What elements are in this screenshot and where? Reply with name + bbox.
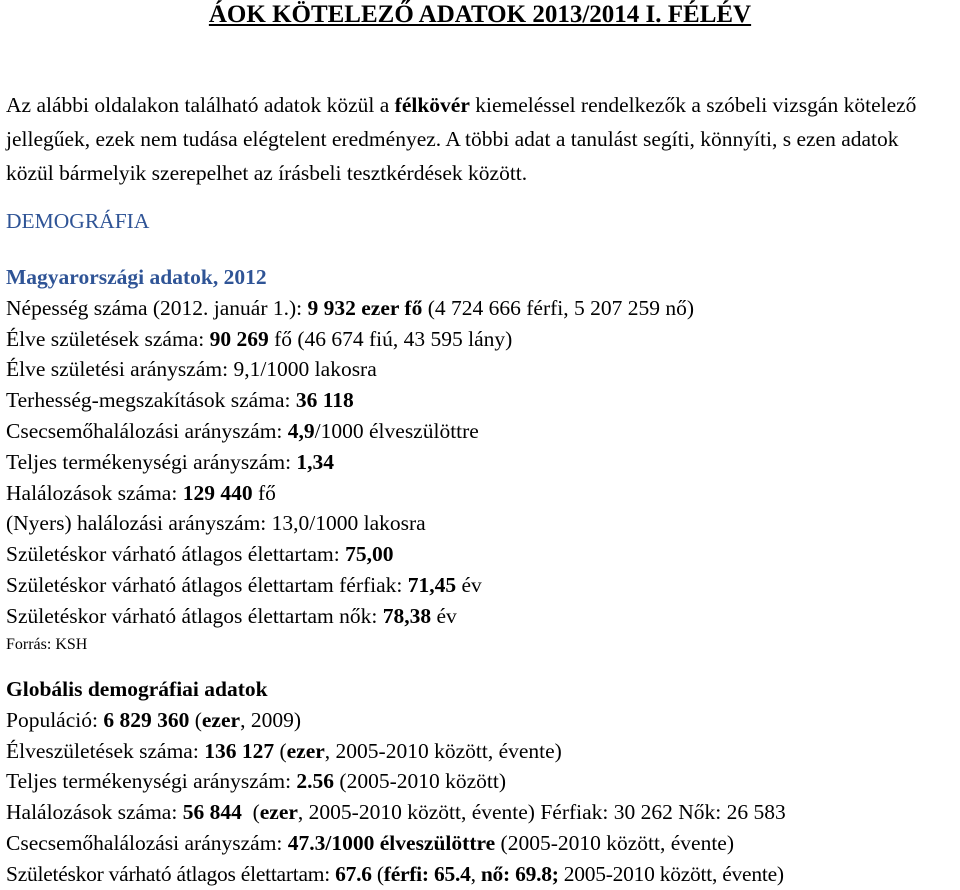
hungary-line-births (6, 324, 960, 355)
text: (Nyers) halálozási arányszám: 13,0/1000 lakosra (6, 511, 426, 536)
value: férfi: 65.4 (383, 861, 471, 886)
value: 1,34 (296, 449, 335, 474)
text: Születéskor várható átlagos élettartam nők: (6, 603, 383, 628)
hungary-line-population (6, 293, 960, 324)
text: Terhesség-megszakítások száma: (6, 388, 296, 413)
text: Populáció: (6, 707, 104, 732)
global-line-infant-mortality (6, 828, 960, 859)
value: 129 440 (182, 480, 253, 505)
text: (4 724 666 férfi, 5 207 259 nő) (422, 295, 695, 320)
intro-text-2: kiemeléssel rendelkezők a szóbeli vizsgán kötelező jellegűek, ezek nem tudása elégtelent eredményez. A többi adat a tanulást segíti, könnyíti, s ezen adatok közül bármelyik szerepelhet az írásbeli tesztkérdések között. (6, 93, 917, 185)
global-line-life-expectancy (6, 859, 960, 890)
section-title-demografia: DEMOGRÁFIA (6, 209, 150, 233)
text: év (456, 572, 482, 597)
text: 2005-2010 között, évente) (558, 861, 784, 886)
value: 136 127 (204, 738, 275, 763)
hungary-section (6, 262, 960, 658)
value: 90 269 (209, 326, 269, 351)
global-heading: Globális demográfiai adatok (6, 677, 268, 701)
text: év (431, 603, 457, 628)
text: Születéskor várható átlagos élettartam: (6, 861, 336, 886)
value: 71,45 (407, 572, 457, 597)
value: 75,00 (345, 542, 394, 567)
global-line-deaths (6, 797, 960, 828)
hungary-line-life-expectancy (6, 539, 960, 570)
value: 78,38 (382, 603, 432, 628)
intro-paragraph (6, 88, 946, 190)
value: ezer (201, 707, 241, 732)
text: , 2005-2010 között, évente) Férfiak: 30 262 Nők: 26 583 (297, 800, 786, 825)
text: , 2005-2010 között, évente) (324, 738, 562, 763)
value: 9 932 ezer fő (307, 295, 423, 320)
text: fő (46 674 fiú, 43 595 lány) (268, 326, 513, 351)
page-title: ÁOK KÖTELEZŐ ADATOK 2013/2014 I. FÉLÉV (208, 1, 752, 28)
text: Élveszületések száma: (6, 738, 205, 763)
hungary-line-fertility (6, 447, 960, 478)
value: ezer (286, 738, 325, 763)
hungary-line-death-rate (6, 508, 960, 539)
hungary-line-infant-mortality (6, 416, 960, 447)
text: Születéskor várható átlagos élettartam: (6, 542, 346, 567)
text: Élve születési arányszám: 9,1/1000 lakosra (6, 357, 377, 382)
text: /1000 élveszülöttre (314, 418, 479, 443)
value: ezer (259, 800, 298, 825)
hungary-line-birth-rate (6, 354, 960, 385)
global-line-births (6, 736, 960, 767)
text: fő (252, 480, 276, 505)
text: Teljes termékenységi arányszám: (6, 449, 297, 474)
hungary-line-life-expectancy-men (6, 570, 960, 601)
text: , (470, 861, 481, 886)
global-line-population (6, 705, 960, 736)
value: 67.6 (335, 861, 372, 886)
text: Születéskor várható átlagos élettartam férfiak: (6, 572, 408, 597)
value: 56 844 (182, 800, 242, 825)
source-note: Forrás: KSH (6, 635, 88, 653)
intro-bold-word: félkövér (394, 93, 470, 117)
text: ( (189, 707, 202, 732)
text: , 2009) (240, 707, 301, 732)
text: Élve születések száma: (6, 326, 210, 351)
text: Halálozások száma: (6, 480, 183, 505)
text: Csecsemőhalálozási arányszám: (6, 418, 288, 443)
text: (2005-2010 között, évente) (495, 830, 734, 855)
hungary-line-abortions (6, 385, 960, 416)
global-section (6, 674, 960, 890)
text: ( (241, 800, 260, 825)
value: 4,9 (287, 418, 315, 443)
hungary-heading: Magyarországi adatok, 2012 (6, 265, 267, 289)
text: (2005-2010 között) (334, 769, 507, 794)
text: Teljes termékenységi arányszám: (6, 769, 297, 794)
text: Halálozások száma: (6, 800, 183, 825)
value: 36 118 (295, 388, 354, 413)
text: ( (371, 861, 384, 886)
value: 47.3/1000 élveszülöttre (287, 830, 496, 855)
intro-text-1: Az alábbi oldalakon található adatok közül a (6, 93, 395, 117)
text: ( (274, 738, 287, 763)
value: 6 829 360 (103, 707, 190, 732)
text: Népesség száma (2012. január 1.): (6, 295, 308, 320)
hungary-line-deaths (6, 478, 960, 509)
hungary-line-life-expectancy-women (6, 601, 960, 632)
value: nő: 69.8; (480, 861, 559, 886)
value: 2.56 (296, 769, 335, 794)
text: Csecsemőhalálozási arányszám: (6, 830, 288, 855)
global-line-fertility (6, 766, 960, 797)
